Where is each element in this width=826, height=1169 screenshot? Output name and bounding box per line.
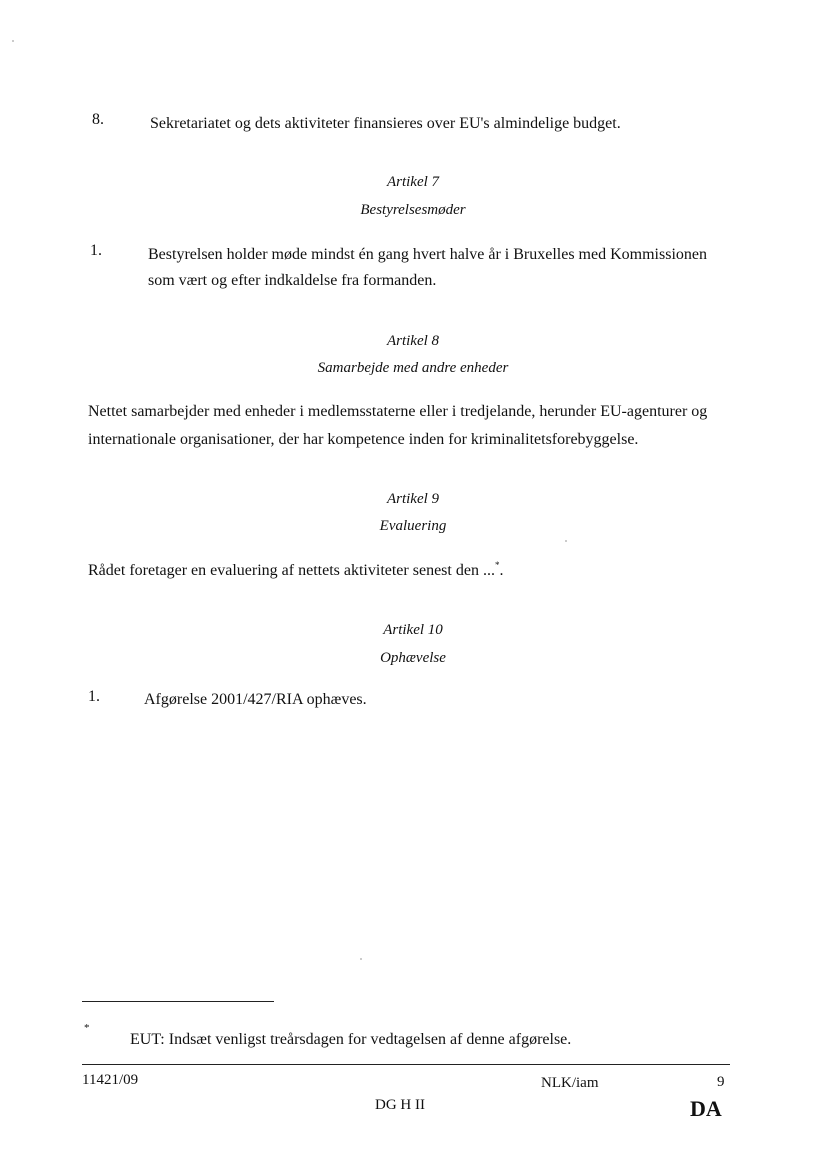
page-number: 9 <box>717 1074 725 1090</box>
paragraph-number: 8. <box>92 111 104 128</box>
paragraph-text-line: internationale organisationer, der har kompetence inden for kriminalitetsforebyggelse. <box>88 431 639 448</box>
article-title: Artikel 10 <box>383 622 443 638</box>
paragraph-text-line: Nettet samarbejder med enheder i medlemsstaterne eller i tredjelande, herunder EU-agenturer og <box>88 403 708 420</box>
footer-separator <box>82 1064 730 1065</box>
article-subtitle: Evaluering <box>379 518 447 534</box>
footnote-separator <box>82 1001 274 1002</box>
paragraph-text-line: Bestyrelsen holder møde mindst én gang hvert halve år i Bruxelles med Kommissionen <box>148 246 707 263</box>
document-number: 11421/09 <box>82 1072 139 1088</box>
directorate: DG H II <box>375 1097 425 1113</box>
footnote-marker: * <box>84 1022 90 1034</box>
paragraph-text <box>88 561 503 581</box>
paragraph-text-line: som vært og efter indkaldelse fra formanden. <box>148 272 437 289</box>
paragraph-text-end: . <box>499 562 504 579</box>
author-initials: NLK/iam <box>541 1075 599 1091</box>
article-subtitle: Ophævelse <box>380 650 446 666</box>
article-subtitle: Bestyrelsesmøder <box>360 202 466 218</box>
scan-speck <box>12 40 14 42</box>
article-title: Artikel 9 <box>386 491 440 507</box>
paragraph-number: 1. <box>90 242 102 259</box>
article-title: Artikel 8 <box>386 333 440 349</box>
paragraph-number: 1. <box>88 688 100 705</box>
article-subtitle: Samarbejde med andre enheder <box>317 360 509 376</box>
footnote-text: EUT: Indsæt venligst treårsdagen for vedtagelsen af denne afgørelse. <box>130 1031 572 1048</box>
scan-speck <box>565 540 567 542</box>
scan-speck <box>360 958 362 960</box>
language-code: DA <box>690 1096 722 1121</box>
paragraph-text: Afgørelse 2001/427/RIA ophæves. <box>144 691 367 708</box>
paragraph-text-main: Rådet foretager en evaluering af nettets aktiviteter senest den ... <box>88 562 495 579</box>
paragraph-text: Sekretariatet og dets aktiviteter finansieres over EU's almindelige budget. <box>150 115 621 132</box>
article-title: Artikel 7 <box>386 174 440 190</box>
footnote-reference: * <box>494 560 500 570</box>
